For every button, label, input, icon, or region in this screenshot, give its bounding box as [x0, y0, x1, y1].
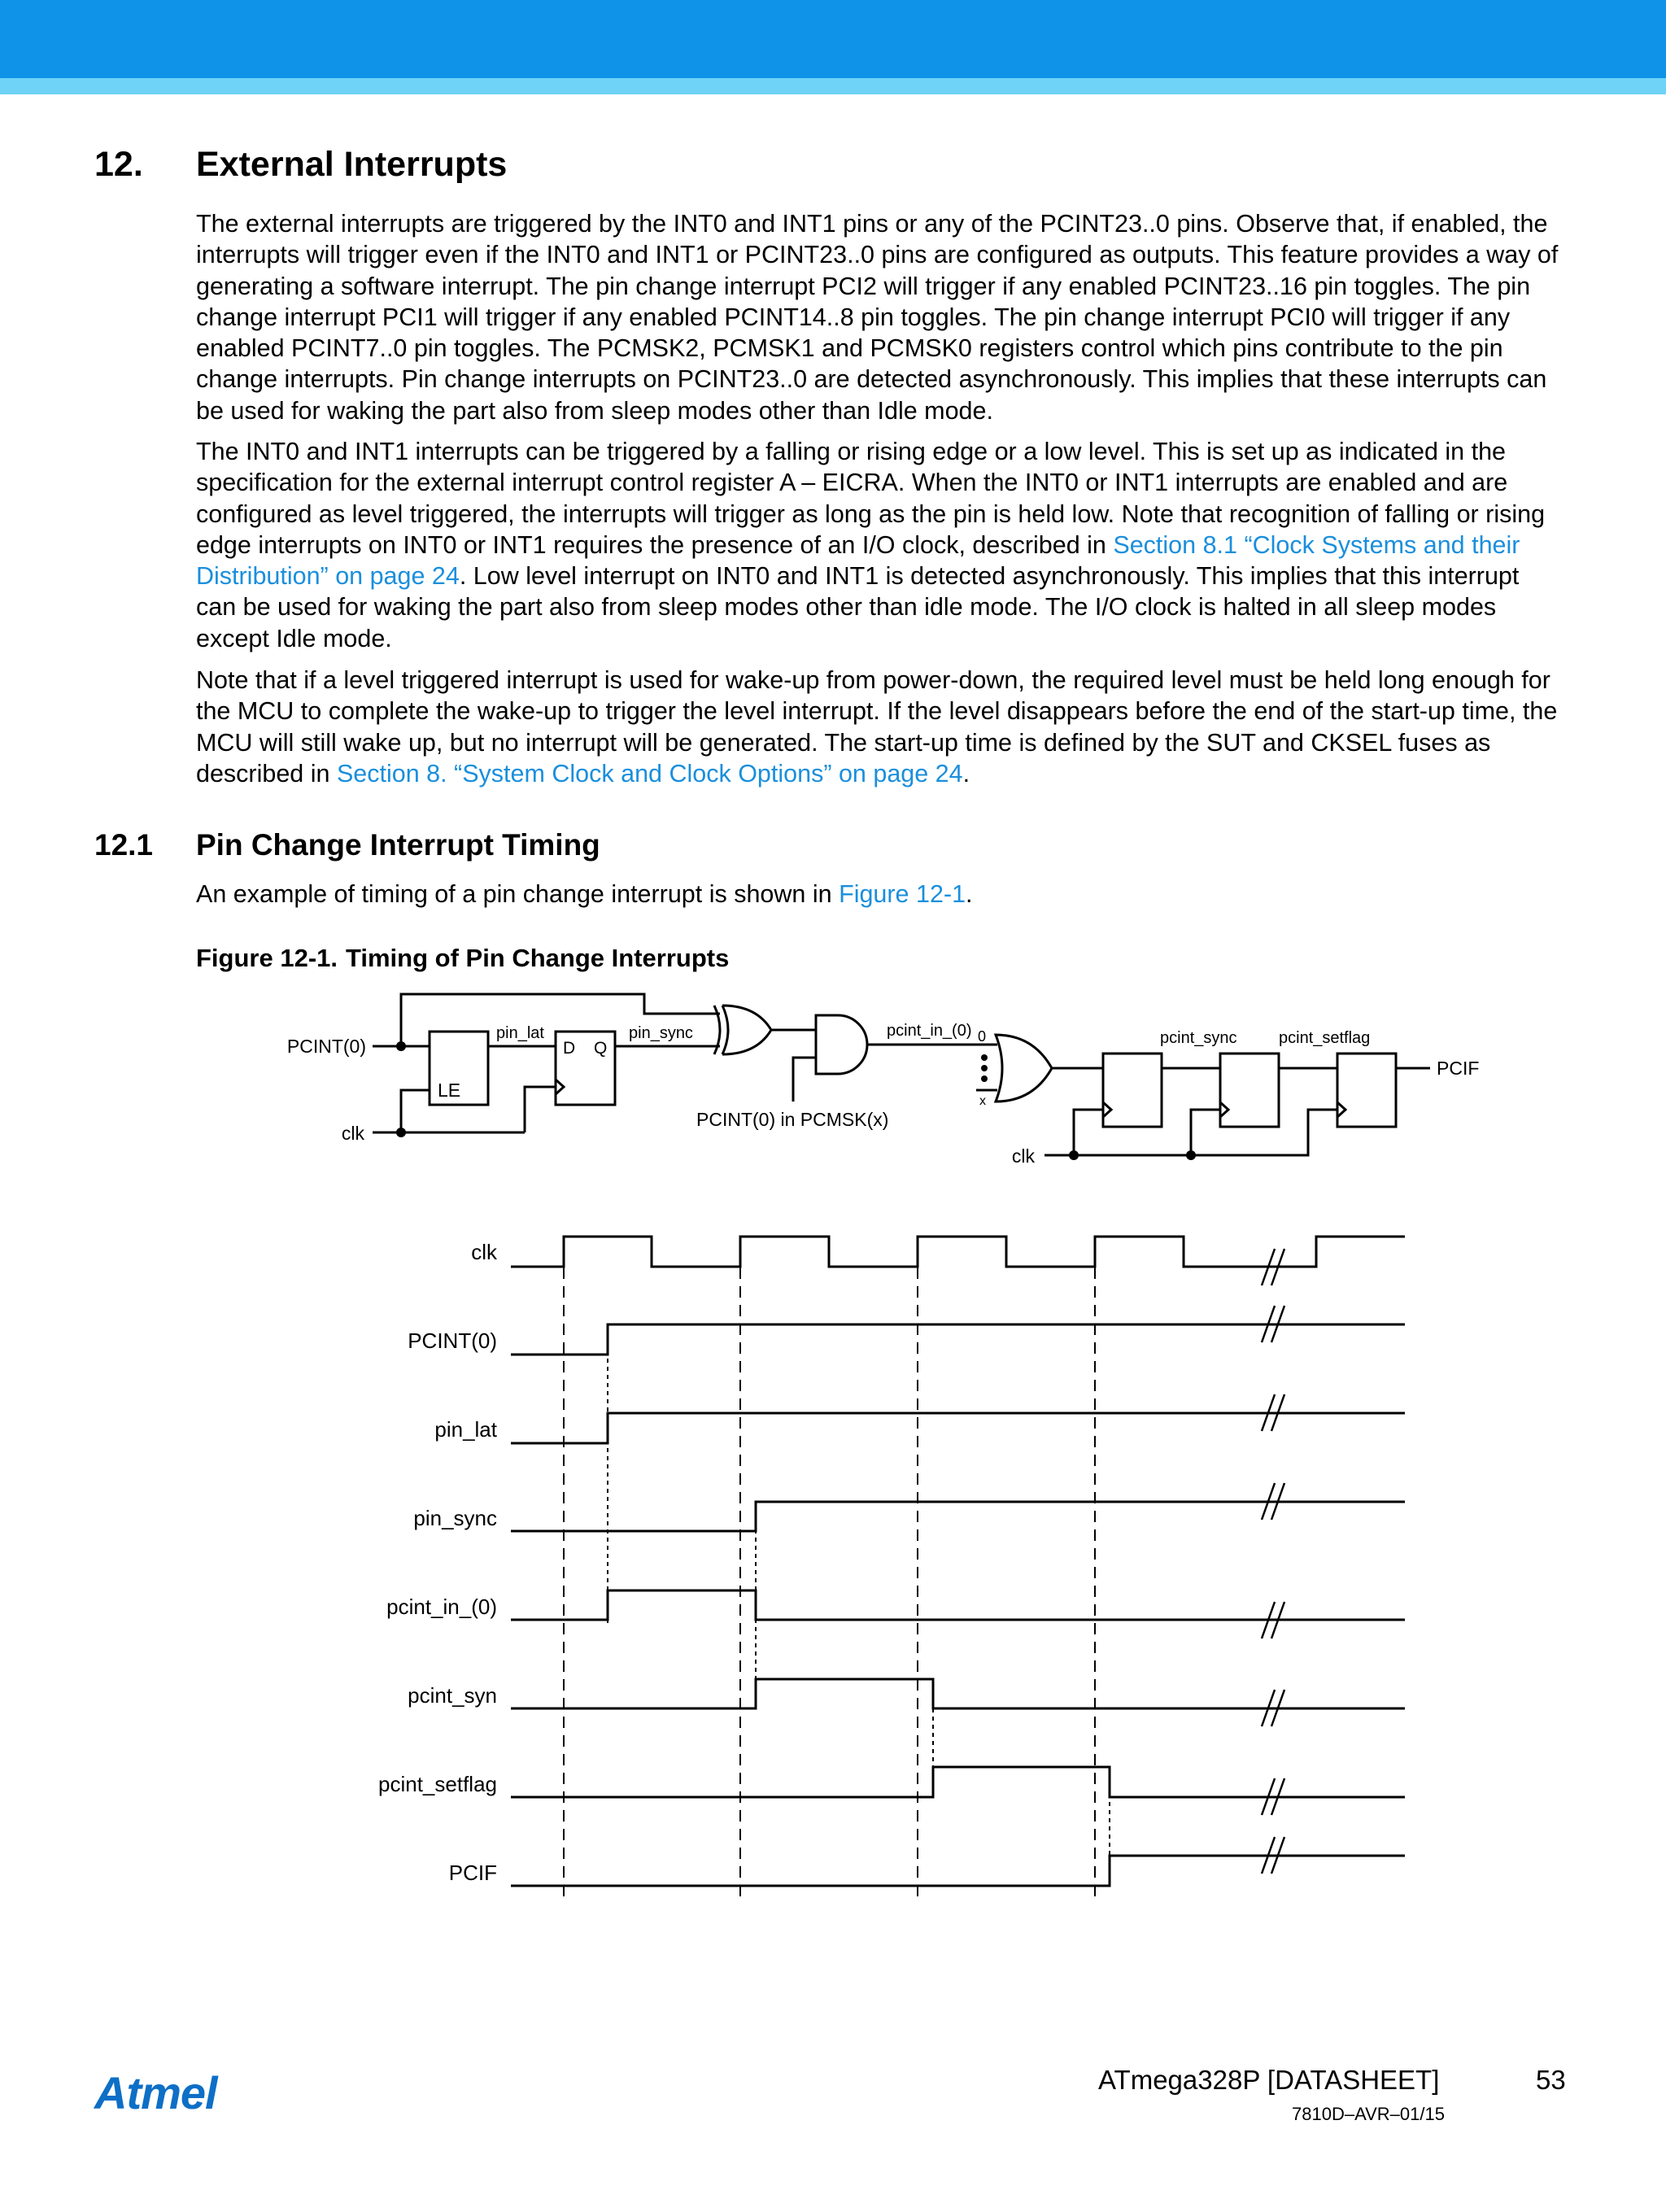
label-pcint-sync: pcint_sync — [1160, 1029, 1237, 1047]
xor-gate — [722, 1006, 771, 1054]
figure-label: Figure 12-1. — [196, 944, 338, 972]
footer-page-number: 53 — [1536, 2065, 1566, 2095]
label-d: D — [563, 1039, 576, 1058]
ff2-box — [1220, 1054, 1279, 1127]
label-pcint-in: pcint_in_(0) — [887, 1022, 972, 1040]
wave-pcint-syn — [511, 1679, 1405, 1708]
subsection-number: 12.1 — [94, 828, 154, 862]
paragraph-1: The external interrupts are triggered by the INT0 and INT1 pins or any of the PCINT23..0 pins. Observe that, if enabled, the interrupts will trigger even if the INT0 and INT1 or PCINT23..0 pins are configured as outputs. This feature provides a way of generating a software interrupt. The pin change interrupt PCI2 will trigger if any enabled PCINT23..16 pin toggles. The pin change interrupt PCI1 will trigger if any enabled PCINT14..8 pin toggles. The pin change interrupt PCI0 will trigger if any enabled PCINT7..0 pin toggles. The PCMSK2, PCMSK1 and PCMSK0 registers control which pins contribute to the pin change interrupts. Pin change interrupts on PCINT23..0 are detected asynchronously. This implies that these interrupts can be used for waking the part also from sleep modes other than Idle mode. — [196, 210, 1559, 425]
section-number: 12. — [94, 145, 143, 184]
intro-text-b: . — [966, 880, 973, 908]
label-pcmsk: PCINT(0) in PCMSK(x) — [696, 1109, 889, 1130]
pcmsk-line — [793, 1058, 816, 1102]
label-pcint0: PCINT(0) — [286, 1036, 366, 1057]
paragraph-2-text-b: . Low level interrupt on INT0 and INT1 is detected asynchronously. This implies that this interrupt can be used for waking the part also from sleep modes other than idle mode. The I/O clock is halted in all sleep modes except Idle mode. — [196, 562, 1520, 652]
section-title: External Interrupts — [196, 145, 508, 184]
time-break-marks — [1262, 1249, 1284, 1874]
figure-title: Timing of Pin Change Interrupts — [346, 944, 730, 972]
footer-doc-title: ATmega328P [DATASHEET] — [1098, 2065, 1440, 2095]
atmel-logo: Atmel — [94, 2067, 217, 2118]
wave-pcif — [511, 1856, 1405, 1886]
wave-pcint0 — [511, 1324, 1405, 1355]
paragraph-2-text-a: The INT0 and INT1 interrupts can be triggered by a falling or rising edge or a low level. This is set up as indicated in the specification for the external interrupt control register A – EICRA. When the INT0 or INT1 interrupts are enabled and are configured as level triggered, the interrupts will trigger as long as the pin is held low. Note that recognition of falling or rising edge interrupts on INT0 or INT1 requires the presence of an I/O clock, described in — [196, 438, 1546, 559]
label-q: Q — [594, 1039, 608, 1058]
paragraph-3-text-b: . — [962, 759, 970, 788]
signal-label-pin-sync: pin_sync — [413, 1506, 497, 1530]
wave-pcint-setflag — [511, 1767, 1405, 1797]
or-gate — [996, 1035, 1052, 1102]
label-le: LE — [438, 1080, 461, 1101]
footer-doc-id: 7810D–AVR–01/15 — [1292, 2104, 1445, 2124]
and-gate — [816, 1015, 867, 1074]
label-pcint-setflag: pcint_setflag — [1279, 1029, 1371, 1047]
circuit-diagram — [287, 994, 1480, 1167]
signal-label-pcint-setflag: pcint_setflag — [378, 1772, 497, 1796]
signal-label-pin-lat: pin_lat — [434, 1417, 497, 1442]
signal-label-clk: clk — [471, 1240, 497, 1264]
link-section-8[interactable]: Section 8. “System Clock and Clock Options” on page 24 — [336, 759, 963, 788]
label-pin-lat: pin_lat — [496, 1024, 544, 1042]
signal-label-pcif: PCIF — [448, 1861, 497, 1885]
label-mux-0: 0 — [978, 1028, 987, 1045]
link-section-8-1[interactable]: Section 8.1 “Clock Systems and their Distribution” on page 24 — [196, 530, 1520, 591]
wave-pin-sync — [511, 1502, 1405, 1531]
paragraph-3-text-a: Note that if a level triggered interrupt is used for wake-up from power-down, the required level must be held long enough for the MCU to complete the wake-up to trigger the level interrupt. If the level disappears before the end of the start-up time, the MCU will still wake up, but no interrupt will be generated. The start-up time is defined by the SUT and CKSEL fuses as described in — [196, 666, 1558, 788]
subsection-title: Pin Change Interrupt Timing — [196, 828, 600, 862]
signal-label-pcint0: PCINT(0) — [408, 1329, 497, 1353]
wave-pin-lat — [511, 1413, 1405, 1443]
intro-text-a: An example of timing of a pin change interrupt is shown in — [196, 880, 840, 908]
label-clk: clk — [341, 1123, 364, 1144]
label-mux-x: x — [979, 1094, 986, 1108]
clk-to-ff-line — [525, 1087, 556, 1132]
ff1-box — [1103, 1054, 1162, 1127]
label-clk2: clk — [1011, 1145, 1035, 1167]
signal-label-pcint-syn: pcint_syn — [408, 1683, 497, 1708]
label-pcif: PCIF — [1437, 1058, 1480, 1079]
ff3-box — [1337, 1054, 1396, 1127]
timing-diagram — [378, 1237, 1405, 1902]
clk-to-le-line — [401, 1090, 430, 1132]
signal-label-pcint-in: pcint_in_(0) — [386, 1595, 497, 1619]
link-figure-12-1[interactable]: Figure 12-1 — [839, 880, 966, 908]
label-pin-sync: pin_sync — [629, 1024, 693, 1042]
